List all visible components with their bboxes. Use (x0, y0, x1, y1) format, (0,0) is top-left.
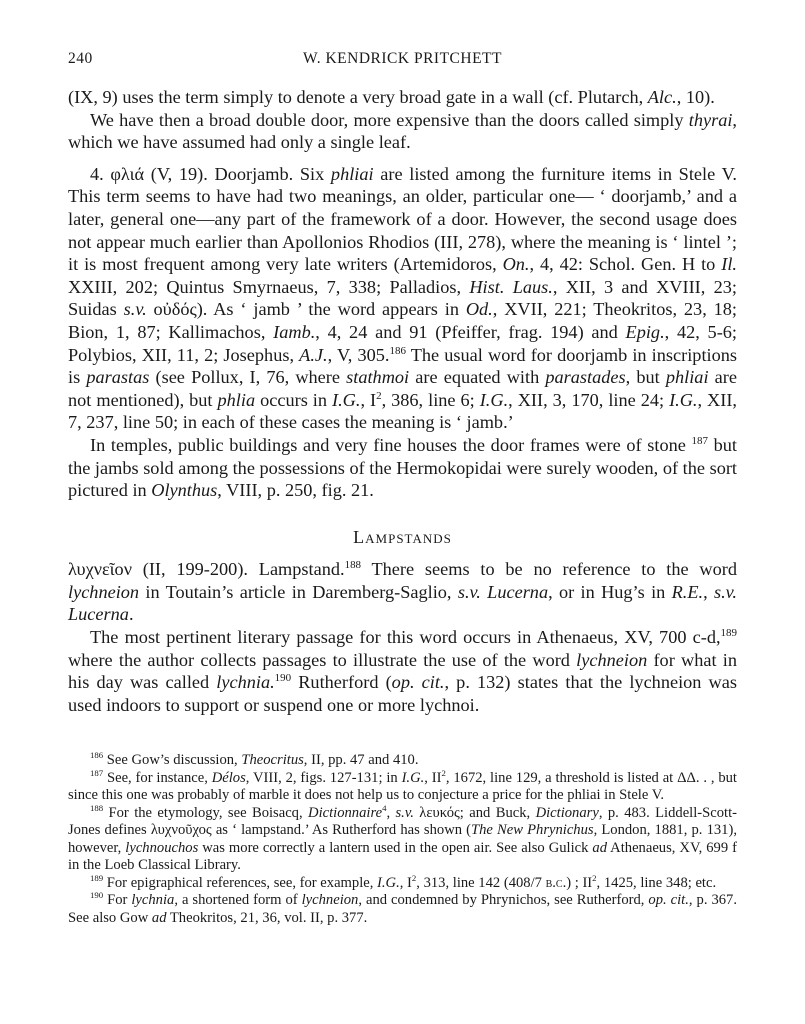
footnote-190: $^{190}$ For lychnia, a shortened form of lychneion, and condemned by Phrynichos, see Rutherford, op. cit., p. 367. See also Gow ad Theokritos, 21, 36, vol. II, p. 377. (68, 890, 737, 926)
paragraph-doorjamb: 4. φλιά (V, 19). Doorjamb. Six phliai are listed among the furniture items in Stele V. This term seems to have had two meanings, an older, particular one— ‘ doorjamb,’ and a later, general one—any part of the framework of a door. However, the second usage does not appear much earlier than Apollonios Rhodios (III, 278), where the meaning is ‘ lintel ’; it is most frequent among very late writers (Artemidoros, On., 4, 42: Schol. Gen. H to Il. XXIII, 202; Quintus Smyrnaeus, 7, 338; Palladios, Hist. Laus., XII, 3 and XVIII, 23; Suidas s.v. οὐδός). As ‘ jamb ’ the word appears in Od., XVII, 221; Theokritos, 23, 18; Bion, 1, 87; Kallimachos, Iamb., 4, 24 and 91 (Pfeiffer, frag. 194) and Epig., 42, 5-6; Polybios, XII, 11, 2; Josephus, A.J., V, 305.$^{186}$ The usual word for doorjamb in inscriptions is parastas (see Pollux, I, 76, where stathmoi are equated with parastades, but phliai are not mentioned), but phlia occurs in I.G., $I^2$, 386, line 6; I.G., XII, 3, 170, line 24; I.G., XII, 7, 237, line 50; in each of these cases the meaning is ‘ jamb.’ (68, 163, 738, 433)
paragraph-athenaeus: The most pertinent literary passage for this word occurs in Athenaeus, XV, 700 c-d,$^{189}$ where the author collects passages to illustrate the use of the word lychneion for what in his day was called lychnia.$^{190}$ Rutherford (op. cit., p. 132) states that the lychneion was used indoors to support or suspend one or more lychnoi. (68, 626, 737, 715)
running-title: W. KENDRICK PRITCHETT (303, 50, 502, 67)
page-number: 240 (68, 50, 93, 67)
footnote-188: $^{188}$ For the etymology, see Boisacq, Dictionnaire$^4$, s.v. λευκός; and Buck, Dictionary, p. 483. Liddell-Scott-Jones defines λυχνοῦχος as ‘ lampstand.’ As Rutherford has shown (The New Phrynichus, London, 1881, p. 131), however, lychnouchos was more correctly a lantern used in the open air. See also Gulick ad Athenaeus, XV, 699 f in the Loeb Classical Library. (68, 802, 737, 873)
paragraph-temples: In temples, public buildings and very fine houses the door frames were of stone $^{187}$ but the jambs sold among the possessions of the Hermokopidai were surely wooden, of the sort pictured in Olynthus, VIII, p. 250, fig. 21. (68, 434, 737, 501)
footnotes (68, 752, 737, 927)
footnote-ref-186[interactable]: 186 (389, 344, 406, 357)
paragraph-double-door: We have then a broad double door, more expensive than the doors called simply thyrai, which we have assumed had only a single leaf. (68, 109, 737, 153)
footnote-ref-190[interactable]: 190 (274, 672, 292, 685)
footnote-ref-189[interactable]: 189 (720, 626, 737, 639)
footnote-ref-187[interactable]: 187 (691, 434, 708, 447)
main-text (68, 86, 737, 716)
footnote-ref-188[interactable]: 188 (344, 559, 362, 572)
footnote-187: $^{187}$ See, for instance, Délos, VIII, 2, figs. 127-131; in I.G., $II^2$, 1672, line 129, a threshold is listed at ΔΔ. . , but since this one was probably of marble it does not help us to conjecture a price for the phliai in Stele V. (68, 767, 737, 803)
footnote-186: $^{186}$ See Gow’s discussion, Theocritus, II, pp. 47 and 410. (90, 750, 419, 768)
section-heading-lampstands: Lampstands (353, 526, 452, 547)
footnote-189: $^{189}$ For epigraphical references, see, for example, I.G., $I^2$, 313, line 142 (408/7 b.c.) ; $II^2$, 1425, line 348; etc. (90, 872, 717, 891)
paragraph-continuation: (IX, 9) uses the term simply to denote a very broad gate in a wall (cf. Plutarch, Alc., 10). (68, 87, 715, 107)
paragraph-lampstand: λυχνεῖον (II, 199-200). Lampstand.$^{188}$ There seems to be no reference to the word lychneion in Toutain’s article in Daremberg-Saglio, s.v. Lucerna, or in Hug’s in R.E., s.v. Lucerna. (68, 559, 737, 625)
